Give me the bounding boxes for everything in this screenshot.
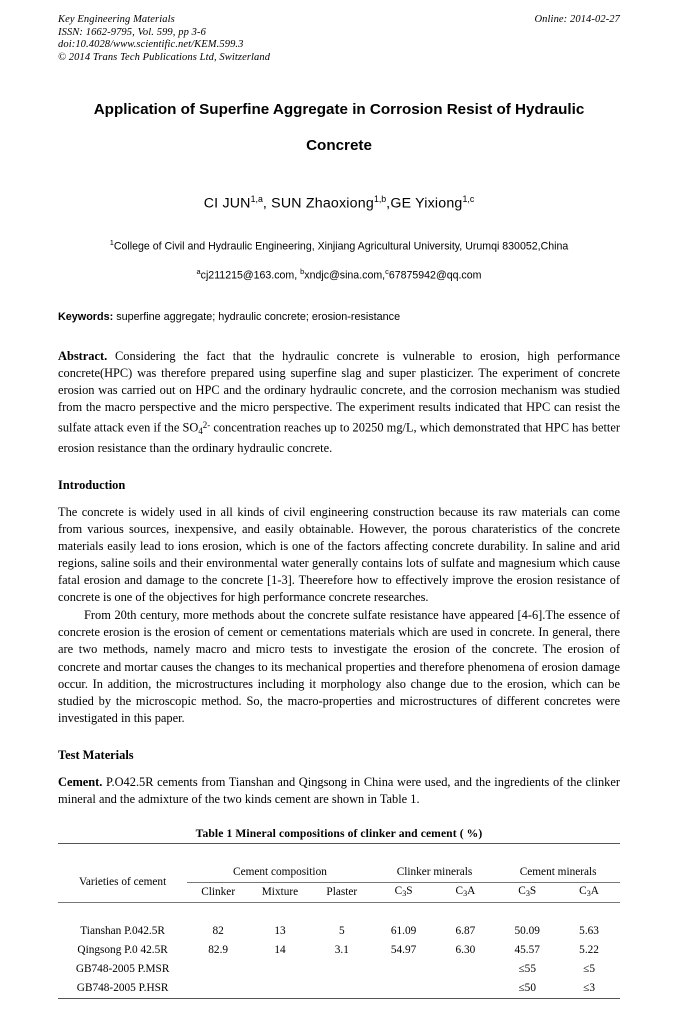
copyright-line: © 2014 Trans Tech Publications Ltd, Switzerland [58,51,271,63]
email-2-marker: b [300,266,305,276]
sulfate-charge-superscript: 2- [202,419,211,430]
table-1-caption: Table 1 Mineral compositions of clinker and cement ( %) [195,827,483,841]
cell-plaster: 5 [338,925,345,938]
author-separator-1: , [262,196,272,213]
introduction-paragraph-2: From 20th century, more methods about the concrete sulfate resistance have appeared [4-6].The essence of concrete erosion is the erosion of cement or cementations materials which are used in concrete. In general, there are two methods, namely macro and micro tests to investigate the erosion of the concrete. The erosion of concrete and mortar causes the changes to its mechanical properties and therefore phenomena of erosion damage occur. In addition, the microstructures including it morphology also change due to the erosion, which can be studied by the microscopic method. So, the macro-properties and microstructures of different concretes were investigated in this paper. [58,608,620,725]
cell-cement-c3a: 5.63 [579,925,599,938]
cell-cement-c3s: ≤55 [518,963,536,976]
cell-cement-c3s: 45.57 [514,944,540,957]
column-group-cement-composition: Cement composition [187,863,372,883]
cement-label: Cement. [58,774,103,789]
cement-paragraph [58,774,620,808]
cell-plaster [311,979,373,999]
keywords-value: superfine aggregate; hydraulic concrete; erosion-resistance [113,311,401,324]
cell-cement-c3a: ≤5 [583,963,595,976]
sulfate-subscript: 4 [198,425,203,436]
table-row [58,922,620,941]
column-header-plaster: Plaster [326,886,358,899]
cell-variety: Tianshan P.042.5R [80,925,165,938]
cell-clinker [187,979,249,999]
cell-mixture: 14 [274,944,286,957]
cell-clinker: 82.9 [208,944,229,957]
cell-mixture [249,979,311,999]
cell-cement-c3a: 5.22 [579,944,599,957]
email-1-marker: a [196,266,201,276]
cell-clinker: 82 [212,925,224,938]
abstract-text-part-2: concentration reaches up to 20250 mg/L, which demonstrated that HPC has better erosion resistance than the ordinary hydraulic concrete. [58,420,620,455]
email-1[interactable]: cj211215@163.com, [200,269,301,282]
author-1-name: CI JUN [203,196,251,213]
author-2-affiliation-marker: 1,b [373,194,387,205]
online-date: Online: 2014-02-27 [534,14,620,25]
email-2[interactable]: xndjc@sina.com, [304,269,386,282]
column-header-cement-c3a: $C_3A$ [579,885,599,898]
author-2-name: SUN Zhaoxiong [271,196,374,213]
cell-clinker-c3a: 6.87 [455,925,476,938]
cell-clinker-c3a [435,960,497,979]
cement-text: P.O42.5R cements from Tianshan and Qingsong in China were used, and the ingredients of the clinker mineral and the admixture of the two kinds cement are shown in Table 1. [58,774,620,806]
table-row [58,979,620,999]
author-list [58,194,620,212]
abstract-paragraph [58,348,620,457]
cell-clinker-c3s [373,979,435,999]
section-heading-introduction: Introduction [58,477,126,492]
keywords-label: Keywords: [58,311,114,324]
introduction-paragraph-1: The concrete is widely used in all kinds of civil engineering construction because its raw materials can come from various sources, inexpensive, and easily obtainable. However, the porous charateristics of the concrete materials easily lead to ions erosion, which is one of the factors affecting concrete durability. In saline and arid regions, saline soils and their environmental water generally contains lots of sulfate and magnesium which cause fatal erosion and damage to the concrete [1-3]. Theerefore how to effectively improve the erosion resistance of concrete is one of the objectives for high performance concrete researches. [58,504,620,605]
table-1-wrapper [58,827,620,1018]
cell-clinker-c3a: 6.30 [455,944,476,957]
cell-plaster [311,960,373,979]
cell-cement-c3a: ≤3 [583,982,595,995]
doi-line: doi:10.4028/www.scientific.net/KEM.599.3 [58,39,244,51]
abstract-text-part-1: Considering the fact that the hydraulic concrete is vulnerable to erosion, high performance concrete(HPC) was therefore prepared using superfine slag and super plasticizer. The experiment of concrete erosion was carried out on HPC and the ordinary hydraulic concrete, and the corrosion mechanism was studied from the macro perspective and the micro perspective. The experiment results indicated that HPC can resist the sulfate attack even if the SO [58,349,620,435]
affiliation-text: College of Civil and Hydraulic Engineering, Xinjiang Agricultural University, Urumqi 830052,China [113,240,569,253]
cell-mixture [249,960,311,979]
cell-mixture: 13 [274,925,286,938]
table-rule-bottom [58,999,620,1018]
column-header-clinker-c3s: $C_3S$ [394,885,413,898]
cell-variety: Qingsong P.0 42.5R [77,944,168,957]
column-header-varieties: Varieties of cement [79,876,167,889]
column-header-clinker: Clinker [201,886,236,899]
cell-cement-c3s: ≤50 [518,982,536,995]
table-header-group-row [58,863,620,883]
cell-variety: GB748-2005 P.HSR [76,982,169,995]
email-3[interactable]: 67875942@qq.com [388,269,482,282]
cell-plaster: 3.1 [334,944,349,957]
table-row [58,960,620,979]
affiliation-line [58,236,620,254]
author-1-affiliation-marker: 1,a [250,194,263,205]
cell-clinker-c3s [373,960,435,979]
email-line [58,265,620,283]
email-3-marker: c [385,266,389,276]
column-header-cement-c3s: $C_3S$ [518,885,537,898]
cell-clinker-c3s: 61.09 [390,925,417,938]
column-group-cement-minerals: Cement minerals [496,863,620,883]
issn-line: ISSN: 1662-9795, Vol. 599, pp 3-6 [58,26,206,38]
table-1 [58,843,620,1018]
author-3-affiliation-marker: 1,c [462,194,475,205]
paper-title: Application of Superfine Aggregate in Corrosion Resist of Hydraulic Concrete [93,101,585,155]
author-separator-2: , [386,196,391,213]
keywords-line [58,310,620,324]
section-heading-test-materials: Test Materials [58,747,134,762]
author-3-name: GE Yixiong [390,196,463,213]
cell-cement-c3s: 50.09 [514,925,540,938]
abstract-label: Abstract. [58,349,108,364]
cell-clinker-c3a [435,979,497,999]
table-rule-top [58,844,620,864]
column-group-clinker-minerals: Clinker minerals [373,863,497,883]
column-header-mixture: Mixture [261,886,299,899]
table-row [58,941,620,960]
cell-variety: GB748-2005 P.MSR [75,963,170,976]
column-header-clinker-c3a: $C_3A$ [455,885,476,898]
journal-name: Key Engineering Materials [58,14,175,25]
table-rule-mid [58,903,620,923]
cell-clinker-c3s: 54.97 [390,944,417,957]
affiliation-marker: 1 [109,238,114,248]
masthead [58,14,620,64]
cell-clinker [187,960,249,979]
